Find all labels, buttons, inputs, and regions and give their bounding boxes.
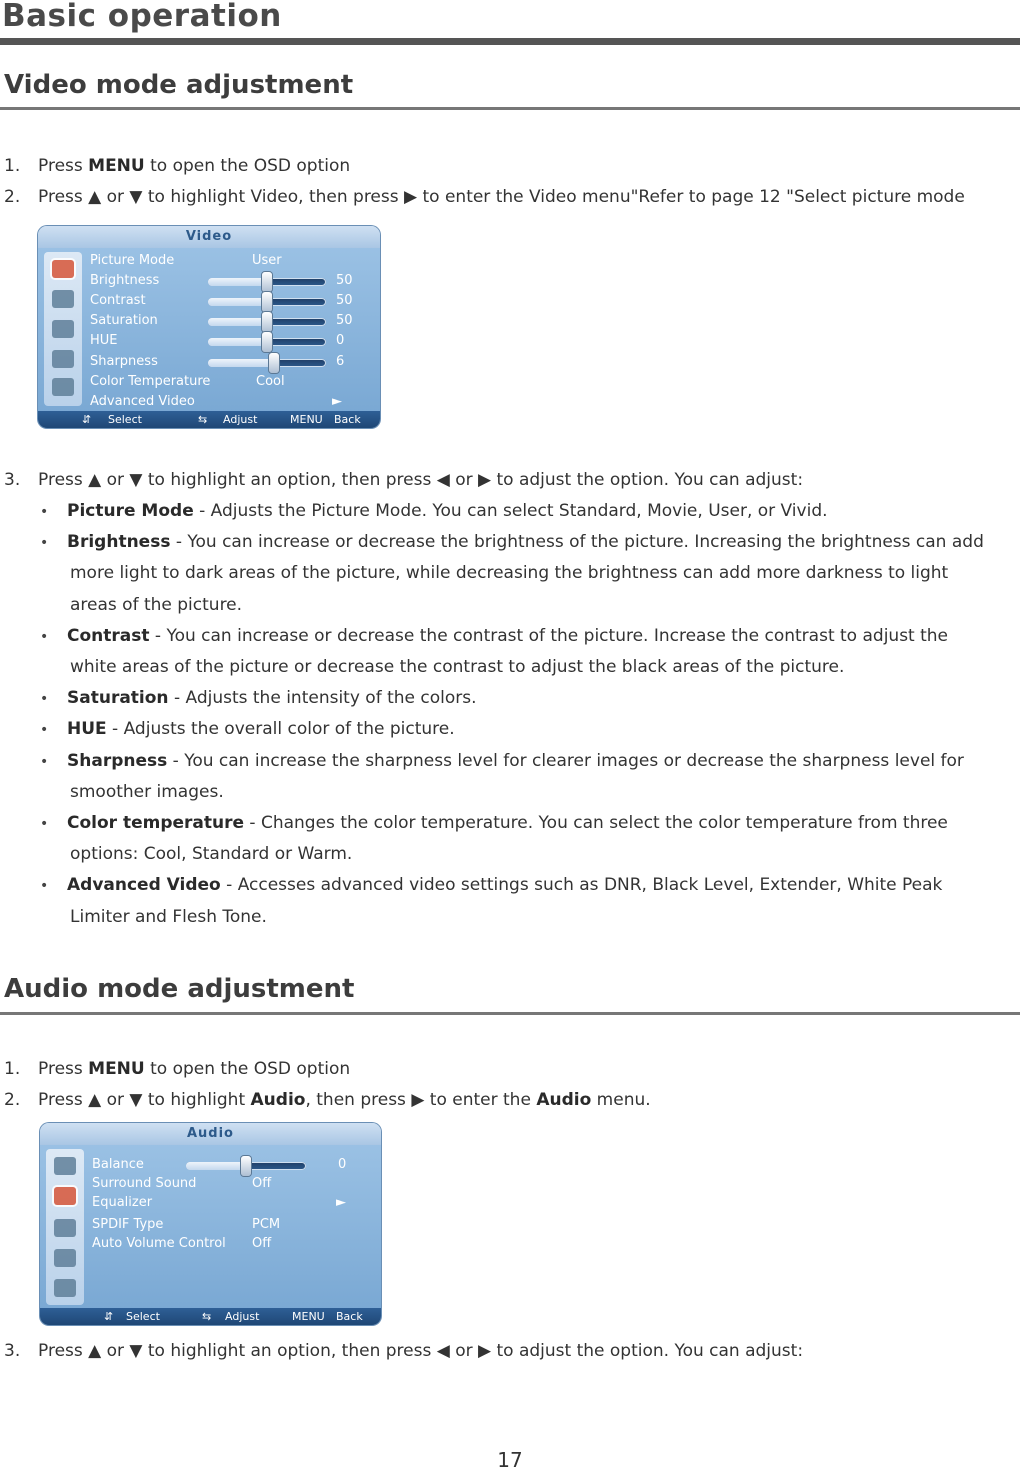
osd-menu-value: 50 xyxy=(336,293,353,308)
osd-menu-value: PCM xyxy=(252,1217,281,1232)
bullet-dot: • xyxy=(40,504,49,520)
bullet-text: - You can increase the sharpness level for clearer images or decrease the sharpness level for xyxy=(167,750,964,771)
osd-menu-item[interactable]: Color Temperature xyxy=(90,374,211,389)
bullet-text: areas of the picture. xyxy=(70,594,243,615)
hint-menu: MENU xyxy=(292,1310,325,1323)
step-number: 1. xyxy=(4,156,21,176)
audio-step-2 xyxy=(4,1090,651,1110)
slider-knob[interactable] xyxy=(262,332,272,352)
osd-menu-value: Cool xyxy=(256,374,285,389)
audio-section-title: Audio mode adjustment xyxy=(4,974,355,1004)
step-text: Press xyxy=(38,1059,89,1079)
header-rule xyxy=(0,38,1020,45)
slider-fill xyxy=(208,359,274,367)
bullet-term: Contrast xyxy=(67,625,150,646)
bullet-term: Advanced Video xyxy=(67,875,221,896)
audio-section-rule xyxy=(0,1012,1020,1015)
bullet-line xyxy=(67,751,964,771)
page-number: 17 xyxy=(497,1448,523,1472)
osd-slider[interactable] xyxy=(208,298,326,306)
slider-fill xyxy=(208,318,267,326)
hint-adjust: Adjust xyxy=(225,1310,260,1323)
osd-menu-item[interactable]: Surround Sound xyxy=(92,1176,197,1191)
osd-menu-value: ► xyxy=(332,394,342,409)
osd-slider[interactable] xyxy=(208,359,326,367)
video-step-2 xyxy=(4,187,965,207)
step-number: 3. xyxy=(4,1341,21,1361)
bullet-text: - Adjusts the overall color of the picture. xyxy=(106,719,455,740)
video-section-title: Video mode adjustment xyxy=(4,70,354,100)
bullet-dot: • xyxy=(40,691,49,708)
bullet-text: white areas of the picture or decrease the contrast to adjust the black areas of the picture. xyxy=(70,657,845,677)
osd-slider[interactable] xyxy=(208,318,326,326)
bullet-text: options: Cool, Standard or Warm. xyxy=(70,844,353,865)
hint-adjust: Adjust xyxy=(223,413,258,426)
lock-category-icon[interactable] xyxy=(52,350,74,368)
video-osd-menu xyxy=(38,226,380,428)
bullet-text: - Adjusts the intensity of the colors. xyxy=(168,688,477,709)
step-text: Press ▲ or ▼ to highlight Video, then press ▶ to enter the Video menu"Refer to page 12 "Select picture mode xyxy=(38,187,965,207)
bullet-line xyxy=(70,563,948,583)
osd-slider[interactable] xyxy=(208,338,326,346)
bullet-line xyxy=(70,782,224,802)
osd-menu-item[interactable]: Saturation xyxy=(90,313,158,328)
step-number: 2. xyxy=(4,187,21,207)
bullet-line xyxy=(70,907,267,927)
step-keyword: Audio xyxy=(250,1090,306,1110)
up-down-arrows-icon: ⇵ xyxy=(82,413,92,426)
bullet-line xyxy=(70,657,844,677)
osd-category-sidebar xyxy=(46,1149,84,1305)
step-text: to open the OSD option xyxy=(144,156,351,176)
step-text: to open the OSD option xyxy=(144,1059,351,1079)
bullet-line xyxy=(70,595,242,615)
slider-knob[interactable] xyxy=(262,292,272,312)
audio-category-icon[interactable] xyxy=(54,1187,76,1205)
slider-knob[interactable] xyxy=(262,272,272,292)
osd-title: Audio xyxy=(40,1123,381,1145)
bullet-line xyxy=(70,844,352,864)
osd-menu-item[interactable]: Picture Mode xyxy=(90,253,175,268)
slider-fill xyxy=(208,278,267,286)
osd-category-sidebar xyxy=(44,252,82,406)
slider-fill xyxy=(208,298,267,306)
video-section-rule xyxy=(0,107,1020,110)
channel-category-icon[interactable] xyxy=(54,1279,76,1297)
osd-menu-item[interactable]: Auto Volume Control xyxy=(92,1236,226,1251)
bullet-text: - Changes the color temperature. You can select the color temperature from three xyxy=(244,813,948,833)
video-step-1 xyxy=(4,156,350,176)
osd-menu-value: 50 xyxy=(336,273,353,288)
bullet-term: Saturation xyxy=(67,688,169,709)
hint-back: Back xyxy=(334,413,361,426)
osd-menu-value: 6 xyxy=(336,354,345,369)
hint-select: Select xyxy=(126,1310,160,1323)
video-step-3 xyxy=(4,470,803,490)
bullet-line xyxy=(67,875,942,895)
osd-menu-item[interactable]: Equalizer xyxy=(92,1195,153,1210)
audio-category-icon[interactable] xyxy=(52,290,74,308)
bullet-term: Sharpness xyxy=(67,750,168,771)
step-text: Press ▲ or ▼ to highlight an option, then press ◀ or ▶ to adjust the option. You can adjust: xyxy=(38,1341,804,1361)
osd-hint-bar xyxy=(40,1308,381,1325)
bullet-line xyxy=(67,501,828,521)
bullet-text: smoother images. xyxy=(70,781,224,802)
osd-menu-value: ► xyxy=(336,1195,346,1210)
bullet-text: more light to dark areas of the picture, while decreasing the brightness can add more darkness to light xyxy=(70,563,949,584)
bullet-dot: • xyxy=(40,878,49,895)
picture-category-icon[interactable] xyxy=(52,260,74,278)
step-keyword: MENU xyxy=(88,156,145,176)
audio-step-3 xyxy=(4,1341,803,1361)
osd-menu-value: Off xyxy=(252,1236,272,1251)
slider-knob[interactable] xyxy=(262,312,272,332)
step-number: 3. xyxy=(4,470,21,490)
osd-menu-value: User xyxy=(252,253,282,268)
hint-back: Back xyxy=(336,1310,363,1323)
osd-menu-item[interactable]: Sharpness xyxy=(90,354,158,369)
slider-knob[interactable] xyxy=(241,1156,251,1176)
osd-menu-item[interactable]: Brightness xyxy=(90,273,160,288)
bullet-term: Color temperature xyxy=(67,813,245,833)
osd-menu-item[interactable]: Advanced Video xyxy=(90,394,195,409)
step-keyword: MENU xyxy=(88,1059,145,1079)
osd-slider[interactable] xyxy=(186,1162,306,1170)
slider-fill xyxy=(208,338,267,346)
step-text: Press xyxy=(38,156,89,176)
bullet-term: HUE xyxy=(67,719,107,740)
step-text: menu. xyxy=(591,1090,651,1110)
lock-category-icon[interactable] xyxy=(54,1249,76,1267)
osd-slider[interactable] xyxy=(208,278,326,286)
bullet-text: - You can increase or decrease the brightness of the picture. Increasing the brightness can add xyxy=(170,532,984,553)
up-down-arrows-icon: ⇵ xyxy=(104,1310,114,1323)
audio-osd-menu xyxy=(40,1123,381,1325)
bullet-text: Limiter and Flesh Tone. xyxy=(70,906,267,927)
setup-category-icon[interactable] xyxy=(52,320,74,338)
osd-menu-value: 0 xyxy=(338,1157,347,1172)
hint-menu: MENU xyxy=(290,413,323,426)
osd-menu-item[interactable]: SPDIF Type xyxy=(92,1217,164,1232)
osd-menu-item[interactable]: Contrast xyxy=(90,293,146,308)
left-right-arrows-icon: ⇆ xyxy=(198,413,208,426)
osd-menu-value: 50 xyxy=(336,313,353,328)
bullet-term: Brightness xyxy=(67,532,171,553)
picture-category-icon[interactable] xyxy=(54,1157,76,1175)
bullet-line xyxy=(67,719,455,739)
bullet-line xyxy=(67,688,477,708)
osd-menu-item[interactable]: HUE xyxy=(90,333,118,348)
step-text: Press ▲ or ▼ to highlight xyxy=(38,1090,251,1110)
bullet-dot: • xyxy=(40,535,49,552)
bullet-line xyxy=(67,813,948,833)
bullet-text: - Accesses advanced video settings such as DNR, Black Level, Extender, White Peak xyxy=(220,875,943,896)
bullet-text: - Adjusts the Picture Mode. You can select Standard, Movie, User, or Vivid. xyxy=(193,501,828,521)
bullet-dot: • xyxy=(40,628,49,645)
step-text: , then press ▶ to enter the xyxy=(305,1090,537,1110)
bullet-term: Picture Mode xyxy=(67,501,194,521)
osd-menu-item[interactable]: Balance xyxy=(92,1157,144,1172)
step-keyword: Audio xyxy=(536,1090,592,1110)
page-title: Basic operation xyxy=(2,0,282,34)
step-number: 1. xyxy=(4,1059,21,1079)
osd-menu-value: 0 xyxy=(336,333,345,348)
slider-knob[interactable] xyxy=(269,353,279,373)
audio-step-1 xyxy=(4,1059,350,1079)
hint-select: Select xyxy=(108,413,142,426)
bullet-line xyxy=(67,626,948,646)
slider-fill xyxy=(186,1162,246,1170)
bullet-line xyxy=(67,532,984,552)
bullet-text: - You can increase or decrease the contrast of the picture. Increase the contrast to adjust the xyxy=(149,625,949,646)
left-right-arrows-icon: ⇆ xyxy=(202,1310,212,1323)
bullet-dot: • xyxy=(40,816,49,832)
osd-menu-value: Off xyxy=(252,1176,272,1191)
step-text: Press ▲ or ▼ to highlight an option, then press ◀ or ▶ to adjust the option. You can adjust: xyxy=(38,470,804,490)
channel-category-icon[interactable] xyxy=(52,378,74,396)
setup-category-icon[interactable] xyxy=(54,1219,76,1237)
bullet-dot: • xyxy=(40,753,49,770)
step-number: 2. xyxy=(4,1090,21,1110)
bullet-dot: • xyxy=(40,722,49,739)
osd-title: Video xyxy=(38,226,380,248)
osd-hint-bar xyxy=(38,411,380,428)
